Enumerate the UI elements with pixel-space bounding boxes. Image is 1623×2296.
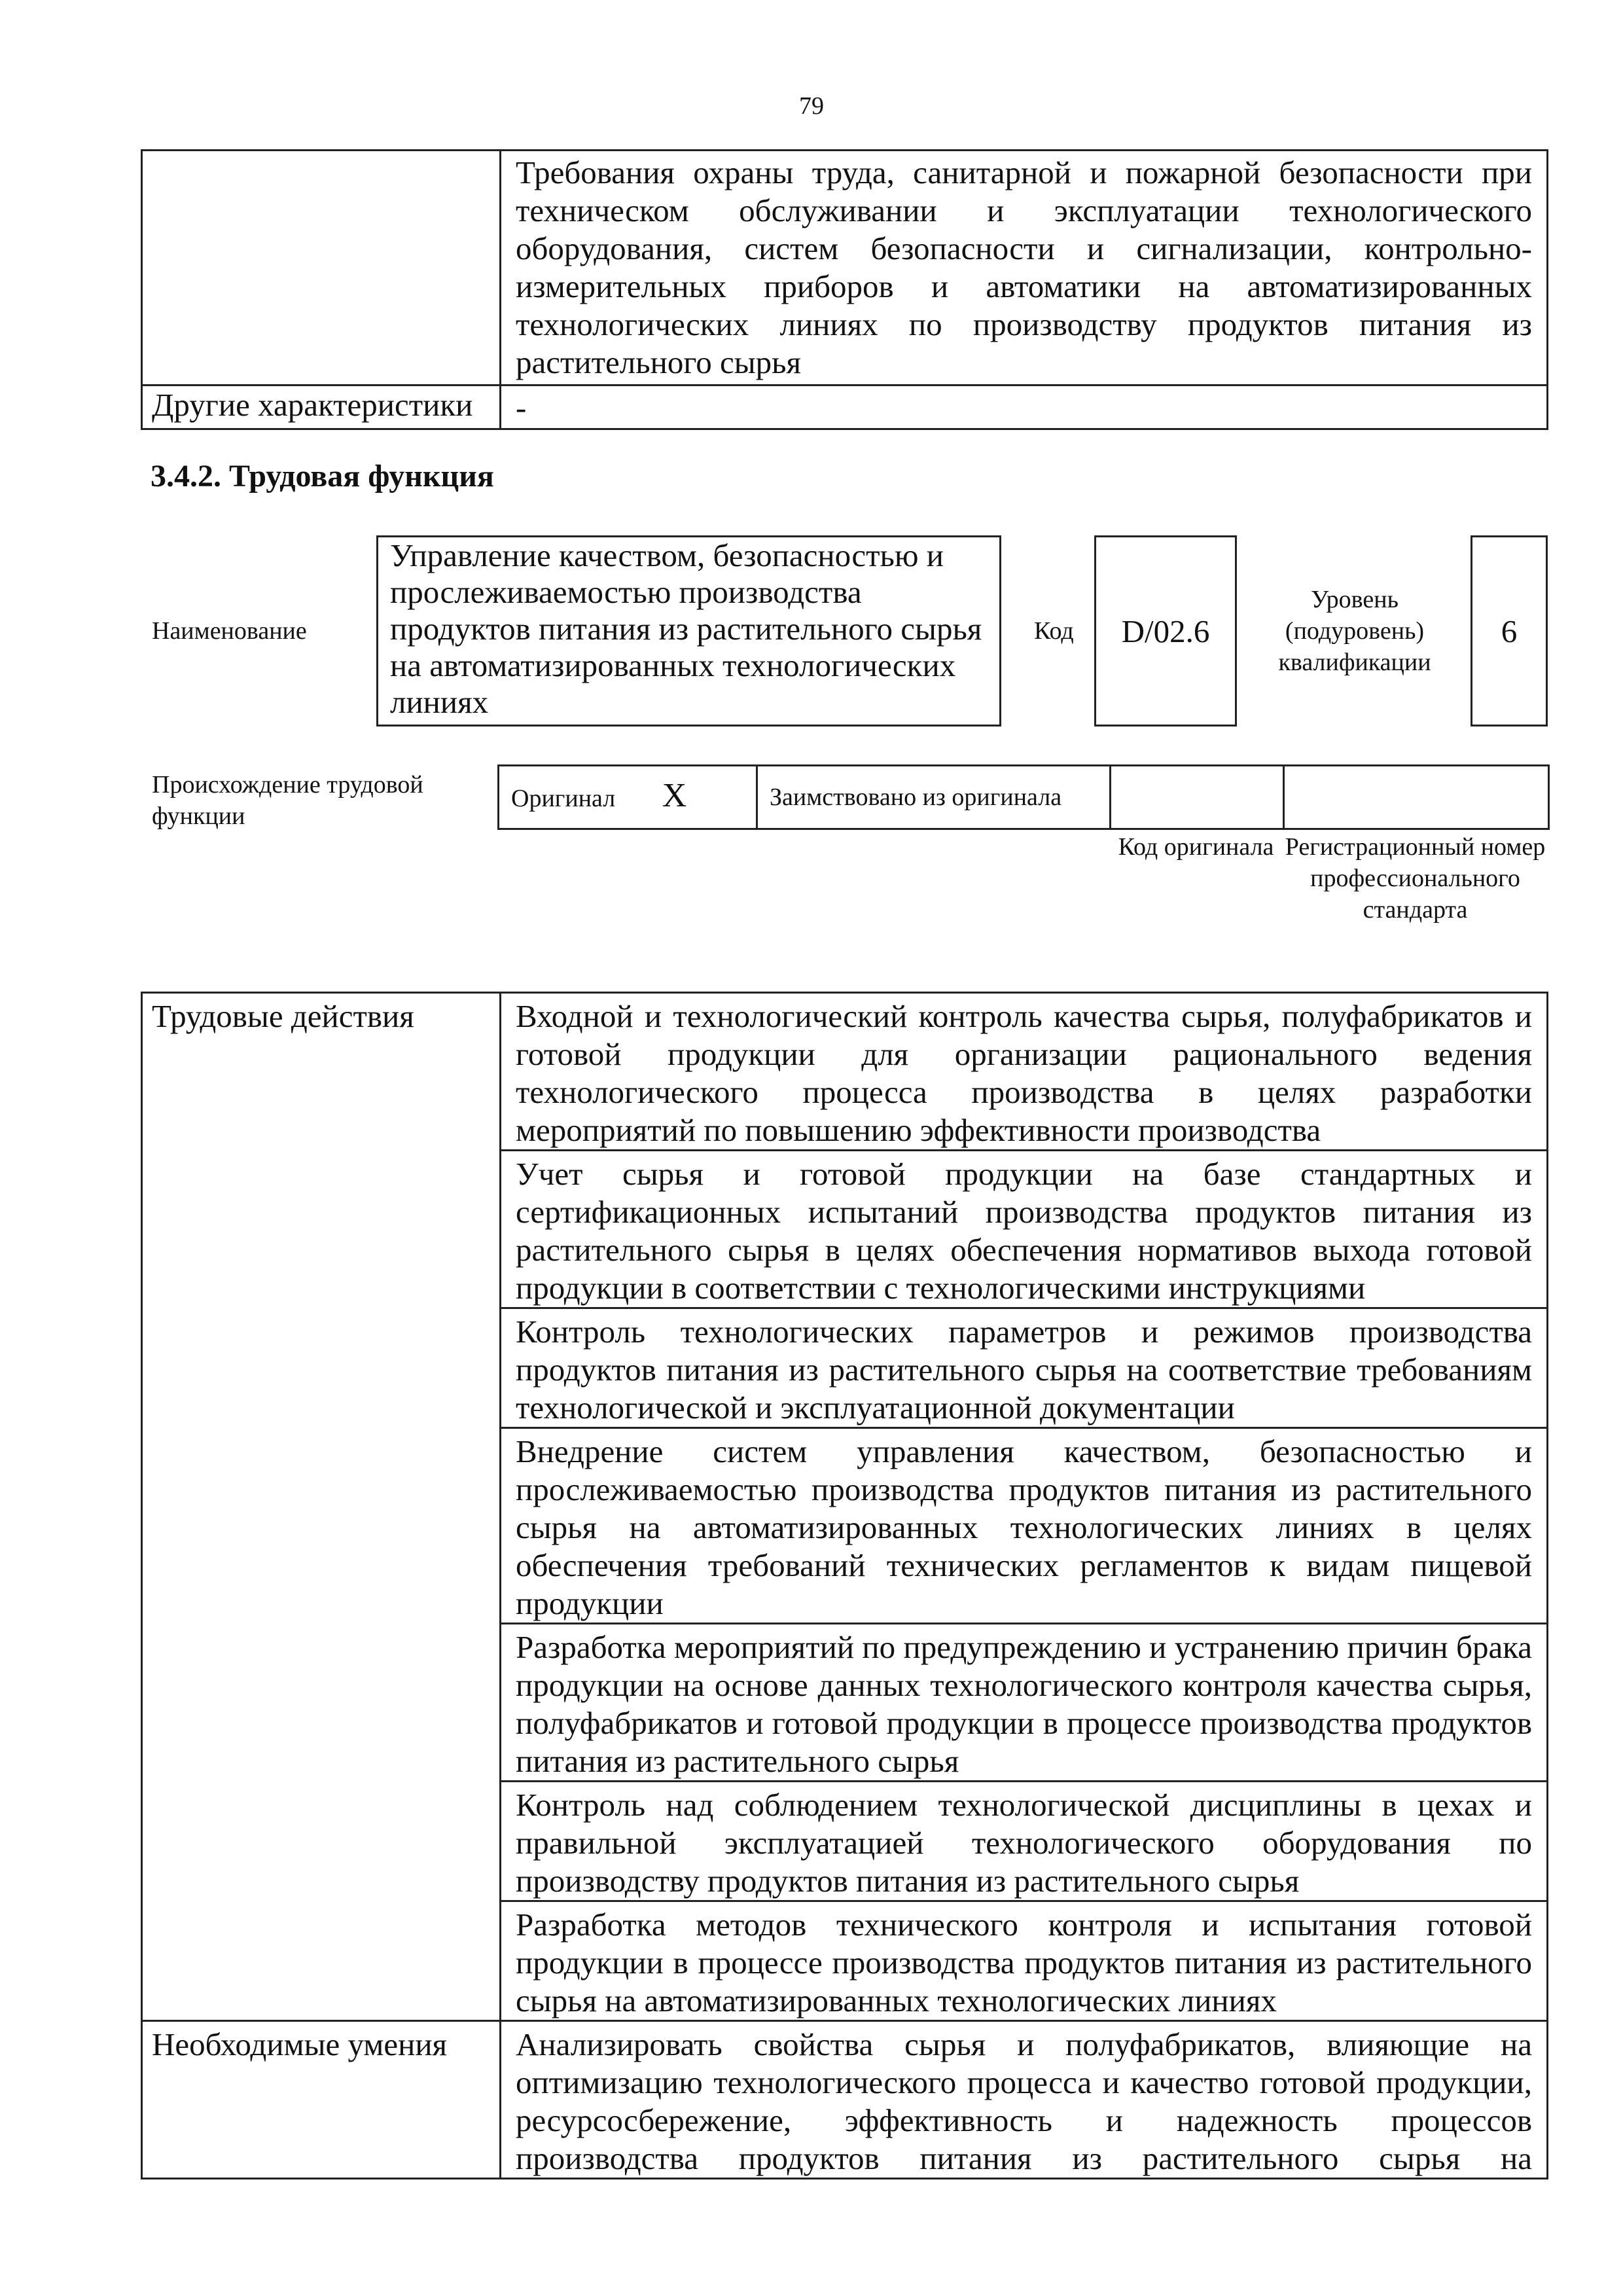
level-label: Уровень (подуровень) квалификации: [1278, 586, 1431, 676]
continuation-table: [141, 149, 1548, 430]
origin-table: [497, 764, 1550, 830]
labor-action-item: Контроль над соблюдением технологической дисциплины в цехах и правильной эксплуатацией технологического оборудования по производству продуктов питания из растительного сырья: [501, 1782, 1548, 1901]
origin-label: Происхождение трудовой функции: [152, 771, 423, 830]
other-characteristics-label: Другие характеристики: [142, 386, 501, 429]
skills-label: Необходимые умения: [142, 2021, 501, 2179]
skill-item: Анализировать свойства сырья и полуфабрикатов, влияющие на оптимизацию технологического процесса и качество готовой продукции, ресурсосбережение, эффективность и надежность процессов производства продуктов питания из растительного сырья на: [501, 2021, 1548, 2179]
original-label: Оригинал: [511, 785, 616, 812]
level-value: 6: [1501, 613, 1518, 649]
origin-code-cell: [1111, 766, 1284, 829]
code-box: [1094, 535, 1237, 726]
code-value: D/02.6: [1121, 613, 1210, 649]
code-original-caption: Код оригинала: [1118, 833, 1274, 861]
labor-function-table: [141, 992, 1548, 2179]
name-label: Наименование: [152, 617, 307, 645]
labor-actions-label: Трудовые действия: [142, 993, 501, 2021]
labor-action-item: Учет сырья и готовой продукции на базе стандартных и сертификационных испытаний производства продуктов питания из растительного сырья в целях обеспечения нормативов выхода готовой продукции в соответствии с технологическими инструкциями: [501, 1151, 1548, 1308]
function-name-box: [376, 535, 1001, 726]
original-mark: X: [662, 777, 687, 814]
reg-number-cell: [1284, 766, 1549, 829]
requirements-cell: Требования охраны труда, санитарной и пожарной безопасности при техническом обслуживании и эксплуатации технологического оборудования, систем безопасности и сигнализации, контрольно-измерительных приборов и автоматики на автоматизированных технологических линиях по производству продуктов питания из растительного сырья: [501, 151, 1548, 386]
other-characteristics-value: -: [501, 386, 1548, 429]
page-number: 79: [799, 92, 824, 120]
labor-action-item: Разработка мероприятий по предупреждению и устранению причин брака продукции на основе данных технологического контроля качества сырья, полуфабрикатов и готовой продукции в процессе производства продуктов питания из растительного сырья: [501, 1624, 1548, 1782]
original-cell: [499, 766, 757, 829]
reg-number-caption: Регистрационный номер профессионального стандарта: [1285, 833, 1546, 924]
borrowed-label: Заимствовано из оригинала: [757, 766, 1111, 829]
empty-label-cell: [142, 151, 501, 386]
level-box: [1471, 535, 1548, 726]
labor-action-item: Разработка методов технического контроля и испытания готовой продукции в процессе производства продуктов питания из растительного сырья на автоматизированных технологических линиях: [501, 1901, 1548, 2021]
function-name-value: Управление качеством, безопасностью и прослеживаемостью производства продуктов питания из растительного сырья на автоматизированных технологических линиях: [390, 537, 982, 720]
labor-action-item: Контроль технологических параметров и режимов производства продуктов питания из растительного сырья на соответствие требованиям технологической и эксплуатационной документации: [501, 1308, 1548, 1428]
code-label: Код: [1034, 617, 1074, 645]
labor-action-item: Внедрение систем управления качеством, безопасностью и прослеживаемостью производства продуктов питания из растительного сырья на автоматизированных технологических линиях в целях обеспечения требований технических регламентов к видам пищевой продукции: [501, 1428, 1548, 1624]
labor-action-item: Входной и технологический контроль качества сырья, полуфабрикатов и готовой продукции для организации рационального ведения технологического процесса производства в целях разработки мероприятий по повышению эффективности производства: [501, 993, 1548, 1151]
section-heading: 3.4.2. Трудовая функция: [151, 459, 494, 493]
